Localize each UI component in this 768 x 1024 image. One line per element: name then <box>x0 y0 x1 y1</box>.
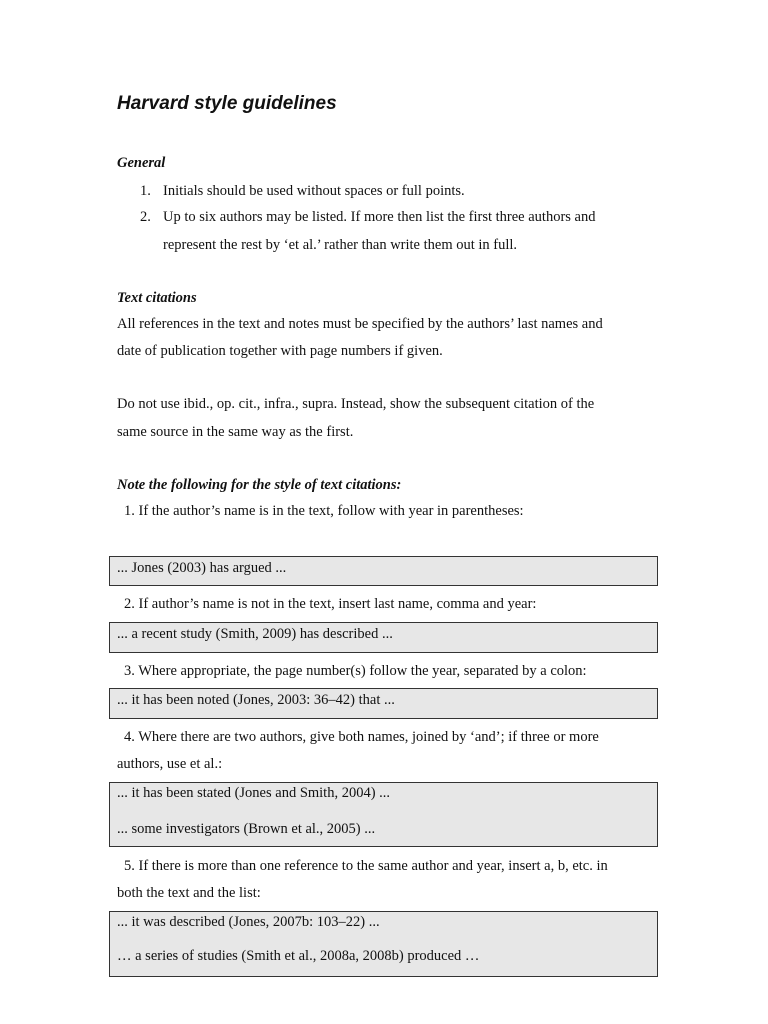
paragraph-line: Do not use ibid., op. cit., infra., supra. Instead, show the subsequent citation of the <box>117 396 595 412</box>
list-item-text: represent the rest by ‘et al.’ rather than write them out in full. <box>163 237 518 253</box>
example-box <box>109 622 658 653</box>
paragraph-line: same source in the same way as the first. <box>117 424 354 440</box>
page-title: Harvard style guidelines <box>117 93 337 114</box>
rule-text: both the text and the list: <box>117 885 261 901</box>
example-text: ... some investigators (Brown et al., 2005) ... <box>117 821 376 837</box>
rule-text: 3. Where appropriate, the page number(s) follow the year, separated by a colon: <box>124 663 587 679</box>
example-text: ... Jones (2003) has argued ... <box>117 560 287 576</box>
example-box <box>109 911 658 977</box>
example-text: ... it has been noted (Jones, 2003: 36–42) that ... <box>117 692 395 708</box>
section-heading-style-notes: Note the following for the style of text citations: <box>117 477 402 493</box>
rule-text: 1. If the author’s name is in the text, follow with year in parentheses: <box>124 503 524 519</box>
section-heading-general: General <box>117 155 166 171</box>
example-text: ... it was described (Jones, 2007b: 103–22) ... <box>117 914 380 930</box>
list-item-text: Initials should be used without spaces or full points. <box>163 183 465 199</box>
paragraph-line: All references in the text and notes must be specified by the authors’ last names and <box>117 316 603 332</box>
paragraph-line: date of publication together with page numbers if given. <box>117 343 443 359</box>
rule-text: 5. If there is more than one reference to the same author and year, insert a, b, etc. in <box>124 858 608 874</box>
list-item-number: 1. <box>140 183 151 199</box>
example-text: ... a recent study (Smith, 2009) has described ... <box>117 626 393 642</box>
example-text: … a series of studies (Smith et al., 2008a, 2008b) produced … <box>117 948 480 964</box>
list-item-text: Up to six authors may be listed. If more then list the first three authors and <box>163 209 596 225</box>
list-item-number: 2. <box>140 209 151 225</box>
rule-text: authors, use et al.: <box>117 756 223 772</box>
section-heading-text-citations: Text citations <box>117 290 197 306</box>
example-box <box>109 782 658 847</box>
rule-text: 4. Where there are two authors, give both names, joined by ‘and’; if three or more <box>124 729 599 745</box>
example-box <box>109 556 658 586</box>
rule-text: 2. If author’s name is not in the text, insert last name, comma and year: <box>124 596 537 612</box>
example-text: ... it has been stated (Jones and Smith, 2004) ... <box>117 785 391 801</box>
example-box <box>109 688 658 719</box>
